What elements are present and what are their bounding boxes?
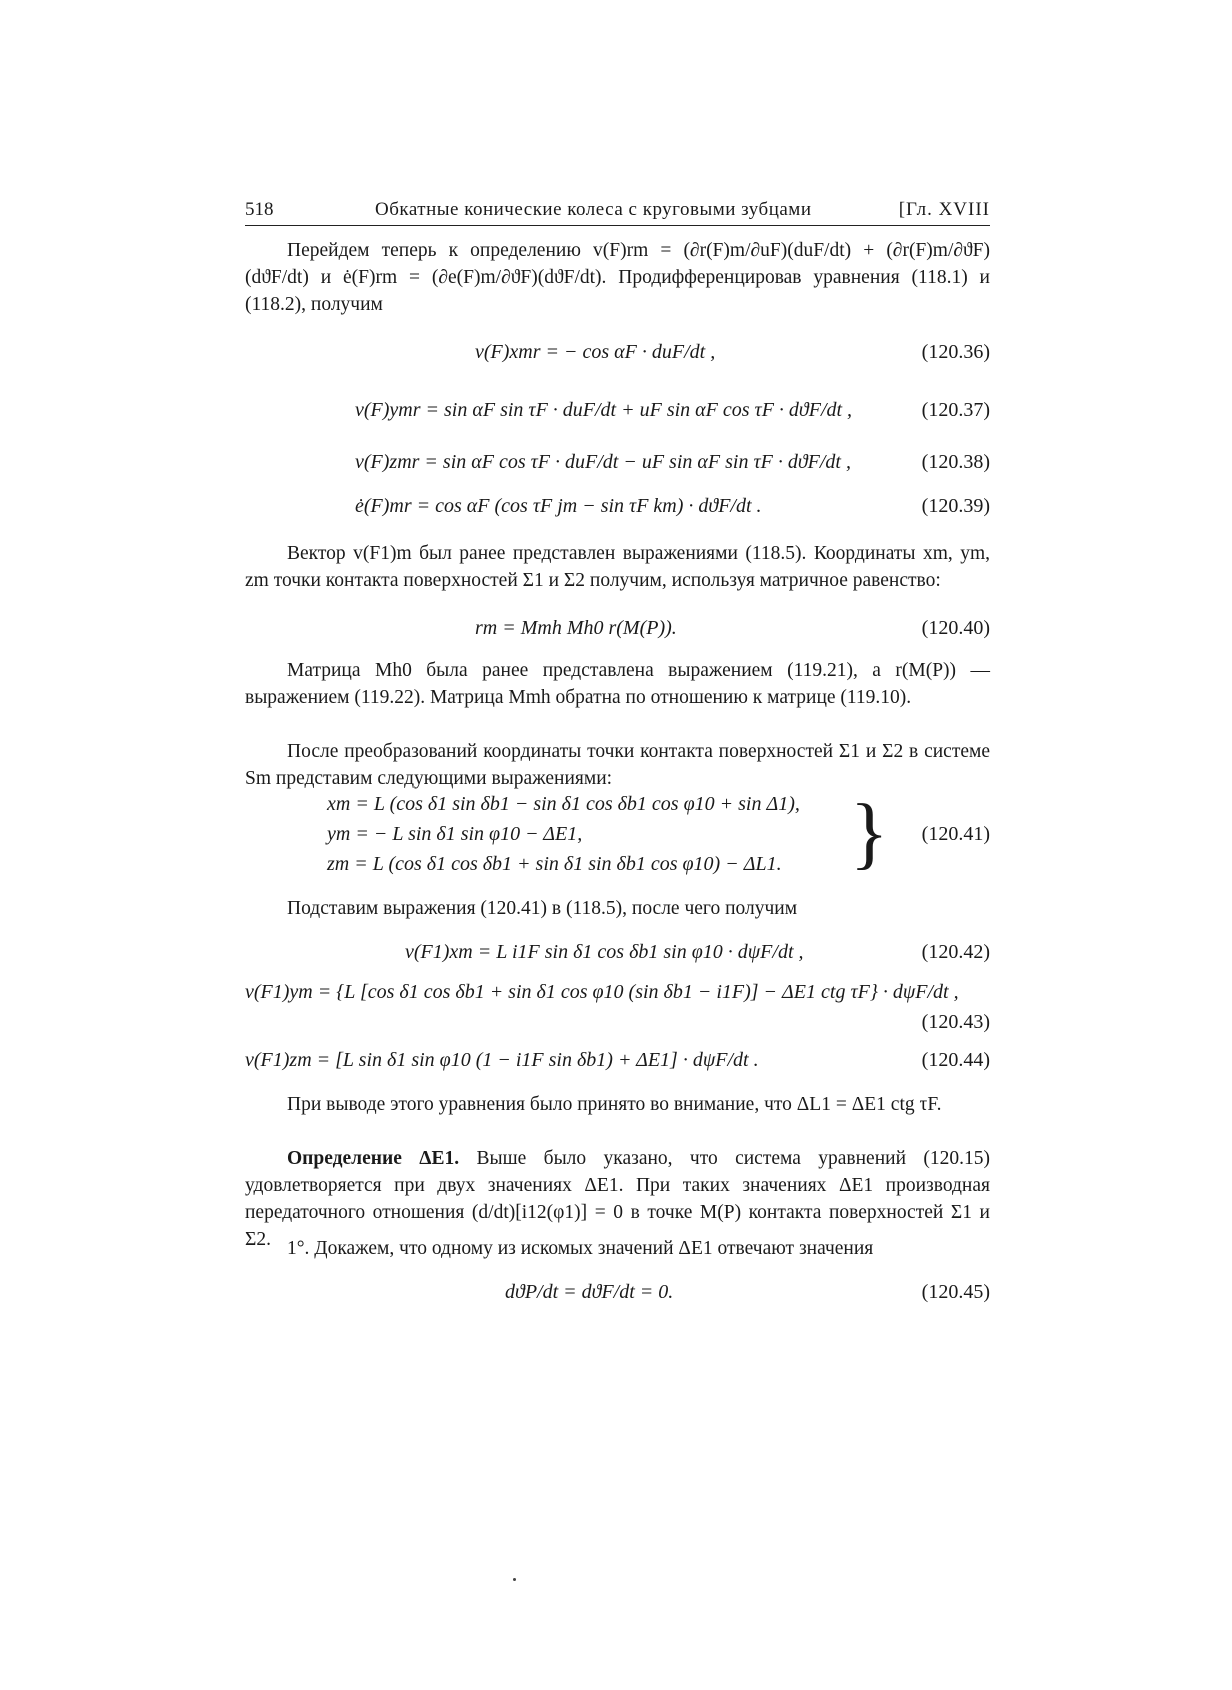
equation-body: v(F)ymr = sin αF sin τF · duF/dt + uF sin αF cos τF · dϑF/dt , — [355, 399, 853, 421]
equation-number: (120.44) — [921, 1049, 990, 1071]
equation-120-45 — [245, 1275, 990, 1315]
equation-body: v(F)zmr = sin αF cos τF · duF/dt − uF sin αF sin τF · dϑF/dt , — [355, 451, 851, 473]
equation-body: dϑP/dt = dϑF/dt = 0. — [505, 1281, 674, 1303]
paragraph-2: Вектор v(F1)m был ранее представлен выражениями (118.5). Координаты xm, ym, zm точки контакта поверхностей Σ1 и Σ2 получим, используя матричное равенство: — [245, 543, 990, 591]
running-header — [245, 195, 990, 226]
equation-number: (120.40) — [921, 617, 990, 639]
equation-120-39 — [245, 489, 990, 529]
right-brace: } — [850, 789, 889, 877]
paragraph-7-body: Выше было указано, что система уравнений (120.15) удовлетворяется при двух значениях ΔE1. При таких значениях ΔE1 производная передаточного отношения (d/dt)[i12(φ1)] = 0 в точке M(P) контакта поверхностей Σ1 и Σ2. — [245, 1148, 990, 1250]
paragraph-6: При выводе этого уравнения было принято во внимание, что ΔL1 = ΔE1 ctg τF. — [287, 1094, 942, 1115]
equation-body: rm = Mmh Mh0 r(M(P)). — [475, 617, 677, 639]
page-number: 518 — [245, 199, 274, 220]
paragraph-5: Подставим выражения (120.41) в (118.5), после чего получим — [287, 898, 798, 919]
equation-body: v(F1)xm = L i1F sin δ1 cos δb1 sin φ10 · dψF/dt , — [405, 941, 804, 963]
equation-number: (120.36) — [921, 341, 990, 363]
system-line-z: zm = L (cos δ1 cos δb1 + sin δ1 sin δb1 cos φ10) − ΔL1. — [327, 853, 782, 875]
equation-body: ė(F)mr = cos αF (cos τF jm − sin τF km) · dϑF/dt . — [355, 495, 762, 517]
speck — [513, 1578, 516, 1581]
equation-120-44 — [245, 1043, 990, 1083]
equation-body: v(F)xmr = − cos αF · duF/dt , — [475, 341, 716, 363]
equation-body: v(F1)zm = [L sin δ1 sin φ10 (1 − i1F sin δb1) + ΔE1] · dψF/dt . — [245, 1049, 759, 1071]
system-line-y: ym = − L sin δ1 sin φ10 − ΔE1, — [327, 823, 583, 845]
equation-120-43 — [245, 975, 990, 1035]
equation-number: (120.41) — [921, 823, 990, 845]
paragraph-7-heading: Определение ΔE1. — [287, 1148, 460, 1169]
equation-120-38 — [245, 445, 990, 485]
paragraph-3: Матрица Mh0 была ранее представлена выражением (119.21), а r(M(P)) — выражением (119.22). Матрица Mmh обратна по отношению к матрице (119.10). — [245, 660, 990, 708]
paragraph-1: Перейдем теперь к определению v(F)rm = (∂r(F)m/∂uF)(duF/dt) + (∂r(F)m/∂ϑF)(dϑF/dt) и ė(F)rm = (∂e(F)m/∂ϑF)(dϑF/dt). Продифференцировав уравнения (118.1) и (118.2), получим — [245, 240, 990, 315]
system-line-x: xm = L (cos δ1 sin δb1 − sin δ1 cos δb1 cos φ10 + sin Δ1), — [327, 793, 800, 815]
equation-body: v(F1)ym = {L [cos δ1 cos δb1 + sin δ1 cos φ10 (sin δb1 − i1F)] − ΔE1 ctg τF} · dψF/dt , — [245, 981, 959, 1003]
equation-120-42 — [245, 935, 990, 975]
equation-number: (120.45) — [921, 1281, 990, 1303]
equation-120-40 — [245, 611, 990, 651]
equation-number: (120.42) — [921, 941, 990, 963]
running-title: Обкатные конические колеса с круговыми зубцами — [375, 199, 812, 220]
paragraph-8: 1°. Докажем, что одному из искомых значений ΔE1 отвечают значения — [287, 1238, 874, 1259]
equation-number: (120.43) — [921, 1011, 990, 1033]
equation-number: (120.39) — [921, 495, 990, 517]
equation-number: (120.37) — [921, 399, 990, 421]
chapter-label: [Гл. XVIII — [898, 199, 990, 220]
paragraph-4: После преобразований координаты точки контакта поверхностей Σ1 и Σ2 в системе Sm представим следующими выражениями: — [245, 741, 990, 789]
equation-120-36 — [245, 335, 990, 375]
equation-120-37 — [245, 393, 990, 433]
equation-system-120-41 — [245, 789, 990, 883]
equation-number: (120.38) — [921, 451, 990, 473]
